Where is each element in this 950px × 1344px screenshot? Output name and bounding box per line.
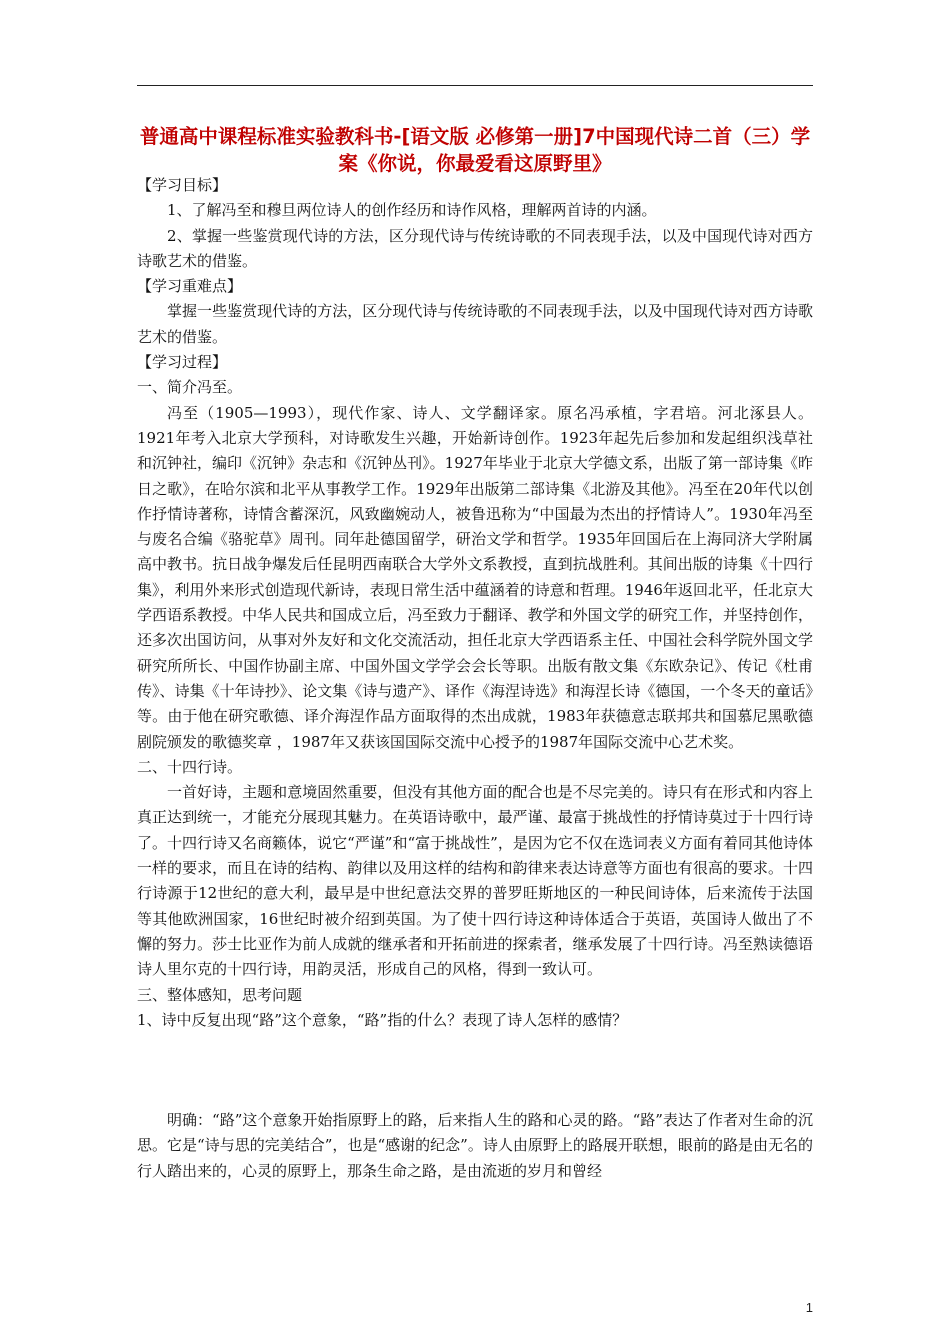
question-1: 1、诗中反复出现“路”这个意象，“路”指的什么？表现了诗人怎样的感情？ <box>137 1010 628 1029</box>
part3-heading: 三、整体感知，思考问题 <box>137 985 303 1004</box>
header-rule <box>137 85 813 86</box>
part2-heading: 二、十四行诗。 <box>137 757 243 776</box>
part1-paragraph: 冯至（1905—1993），现代作家、诗人、文学翻译家。原名冯承植，字君培。河北涿县人。1921年考入北京大学预科，对诗歌发生兴趣，开始新诗创作。1923年起先后参加和发起组织浅草社和沉钟社，编印《沉钟》杂志和《沉钟丛刊》。1927年毕业于北京大学德文系，出版了第一部诗集《昨日之歌》，在哈尔滨和北平从事教学工作。1929年出版第二部诗集《北游及其他》。冯至在20年代以创作抒情诗著称，诗情含蓄深沉，风致幽婉动人，被鲁迅称为“中国最为杰出的抒情诗人”。1930年冯至与废名合编《骆驼草》周刊。同年赴德国留学，研治文学和哲学。1935年回国后在上海同济大学附属高中教书。抗日战争爆发后任昆明西南联合大学外文系教授，直到抗战胜利。其间出版的诗集《十四行集》，利用外来形式创造现代新诗，表现日常生活中蕴涵着的诗意和哲理。1946年返回北平，任北京大学西语系教授。中华人民共和国成立后，冯至致力于翻译、教学和外国文学的研究工作，并坚持创作，还多次出国访问，从事对外友好和文化交流活动，担任北京大学西语系主任、中国社会科学院外国文学研究所所长、中国作协副主席、中国外国文学学会会长等职。出版有散文集《东欧杂记》、传记《杜甫传》、诗集《十年诗抄》、论文集《诗与遗产》、译作《海涅诗选》和海涅长诗《德国，一个冬天的童话》等。由于他在研究歌德、译介海涅作品方面取得的杰出成就，1983年获德意志联邦共和国慕尼黑歌德剧院颁发的歌德奖章 ，1987年又获该国国际交流中心授予的1987年国际交流中心艺术奖。 <box>137 403 813 751</box>
key-points-text: 掌握一些鉴赏现代诗的方法，区分现代诗与传统诗歌的不同表现手法，以及中国现代诗对西方诗歌艺术的借鉴。 <box>137 302 813 346</box>
answer-space <box>137 1033 813 1108</box>
answer-1: 明确：“路”这个意象开始指原野上的路，后来指人生的路和心灵的路。“路”表达了作者对生命的沉思。它是“诗与思的完美结合”，也是“感谢的纪念”。诗人由原野上的路展开联想，眼前的路是由无名的行人踏出来的，心灵的原野上，那条生命之路，是由流逝的岁月和曾经 <box>137 1111 813 1180</box>
goals-heading: 【学习目标】 <box>137 176 228 194</box>
key-points-heading: 【学习重难点】 <box>137 277 243 296</box>
document-body <box>137 173 813 1184</box>
process-heading: 【学习过程】 <box>137 353 228 372</box>
page-number: 1 <box>805 1300 813 1315</box>
part1-heading: 一、简介冯至。 <box>137 378 243 397</box>
goal-item-2: 2、掌握一些鉴赏现代诗的方法，区分现代诗与传统诗歌的不同表现手法，以及中国现代诗对西方诗歌艺术的借鉴。 <box>137 226 813 270</box>
part2-paragraph: 一首好诗，主题和意境固然重要，但没有其他方面的配合也是不尽完美的。诗只有在形式和内容上真正达到统一，才能充分展现其魅力。在英语诗歌中，最严谨、最富于挑战性的抒情诗莫过于十四行诗了。十四行诗又名商籁体，说它“严谨”和“富于挑战性”，是因为它不仅在选词表义方面有着同其他诗体一样的要求，而且在诗的结构、韵律以及用这样的结构和韵律来表达诗意等方面也有很高的要求。十四行诗源于12世纪的意大利，最早是中世纪意法交界的普罗旺斯地区的一种民间诗体，后来流传于法国等其他欧洲国家，16世纪时被介绍到英国。为了使十四行诗这种诗体适合于英语，英国诗人做出了不懈的努力。莎士比亚作为前人成就的继承者和开拓前进的探索者，继承发展了十四行诗。冯至熟读德语诗人里尔克的十四行诗，用韵灵活，形成自己的风格，得到一致认可。 <box>137 783 813 979</box>
document-title: 普通高中课程标准实验教科书-[语文版 必修第一册]7中国现代诗二首（三）学案《你说，你最爱看这原野里》 <box>139 125 811 175</box>
goal-item-1: 1、了解冯至和穆旦两位诗人的创作经历和诗作风格，理解两首诗的内涵。 <box>167 201 657 220</box>
